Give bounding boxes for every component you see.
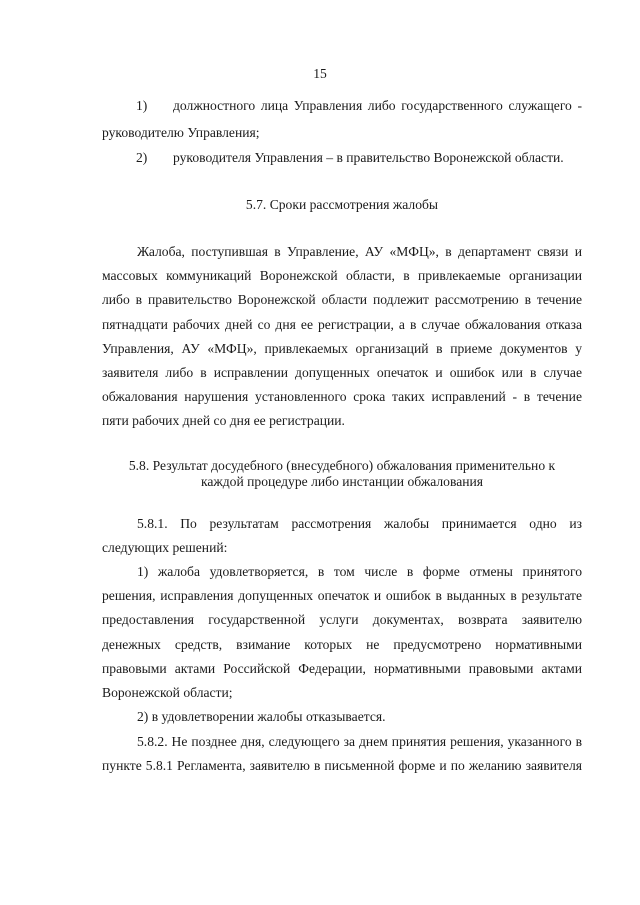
- paragraph-line: следующих решений:: [102, 540, 228, 555]
- paragraph-line: 5.8.1. По результатам рассмотрения жалобы принимается одно из: [137, 516, 582, 531]
- paragraph-line: массовых коммуникаций Воронежской области, в привлекаемые организации: [102, 268, 582, 283]
- paragraph-line: пяти рабочих дней со дня ее регистрации.: [102, 413, 345, 428]
- list-item-text-continued: руководителю Управления;: [102, 125, 260, 140]
- paragraph-line: Жалоба, поступившая в Управление, АУ «МФЦ», в департамент связи и: [137, 244, 582, 259]
- section-heading: 5.8. Результат досудебного (внесудебного) обжалования применительно к: [128, 458, 556, 473]
- paragraph-line: Воронежской области;: [102, 685, 233, 700]
- paragraph-line: пятнадцати рабочих дней со дня ее регистрации, а в случае обжалования отказа: [102, 317, 582, 332]
- paragraph-line: денежных средств, взимание которых не предусмотрено нормативными: [102, 637, 582, 652]
- paragraph-line: решения, исправления допущенных опечаток и ошибок в выданных в результате: [102, 588, 582, 603]
- page-number: 15: [313, 66, 327, 81]
- paragraph-line: предоставления государственной услуги документах, возврата заявителю: [102, 612, 582, 627]
- section-heading: 5.7. Сроки рассмотрения жалобы: [245, 197, 439, 212]
- list-item-number: 1): [136, 98, 148, 113]
- list-item-text: должностного лица Управления либо государственного служащего -: [173, 98, 582, 113]
- paragraph-line: 1) жалоба удовлетворяется, в том числе в форме отмены принятого: [137, 564, 582, 579]
- paragraph-line: правовыми актами Российской Федерации, нормативными правовыми актами: [102, 661, 582, 676]
- paragraph-line: либо в правительство Воронежской области подлежит рассмотрению в течение: [102, 292, 582, 307]
- section-heading: каждой процедуре либо инстанции обжалования: [200, 474, 484, 489]
- paragraph-line: пункте 5.8.1 Регламента, заявителю в письменной форме и по желанию заявителя: [102, 758, 582, 773]
- list-item-number: 2): [136, 150, 148, 165]
- paragraph-line: 2) в удовлетворении жалобы отказывается.: [137, 709, 386, 724]
- paragraph-line: 5.8.2. Не позднее дня, следующего за днем принятия решения, указанного в: [137, 734, 582, 749]
- paragraph-line: Управления, АУ «МФЦ», привлекаемых организаций в приеме документов у: [102, 341, 582, 356]
- list-item-text: руководителя Управления – в правительство Воронежской области.: [173, 150, 564, 165]
- paragraph-line: обжалования нарушения установленного срока таких исправлений - в течение: [102, 389, 582, 404]
- paragraph-line: заявителя либо в исправлении допущенных опечаток и ошибок или в случае: [102, 365, 582, 380]
